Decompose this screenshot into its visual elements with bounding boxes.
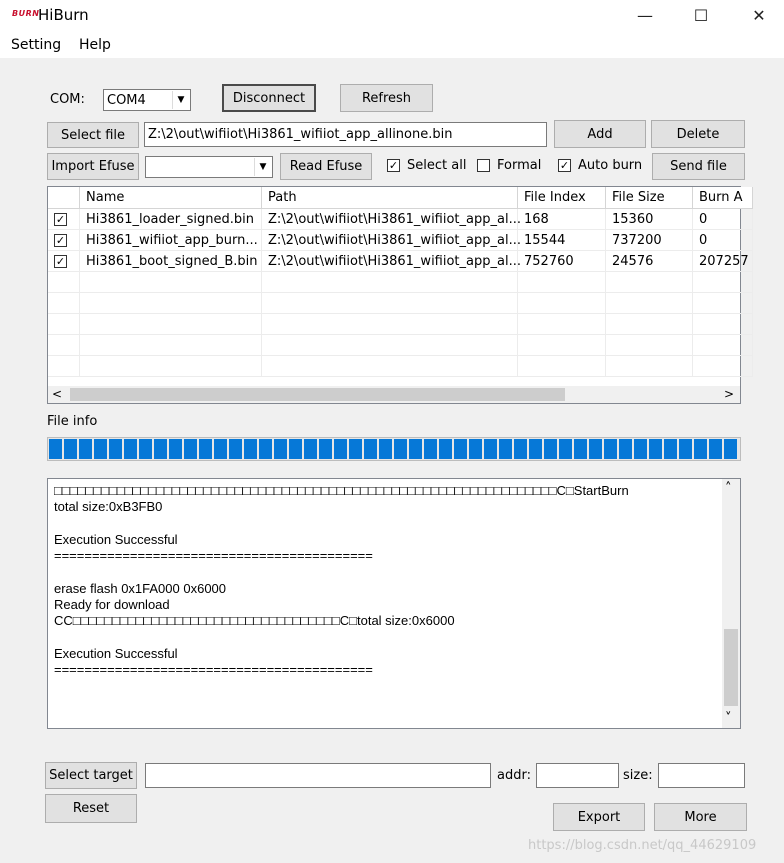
log-output[interactable]: [47, 478, 741, 729]
empty-cell: [48, 314, 80, 335]
cell-file-index: 168: [518, 209, 606, 230]
disconnect-button[interactable]: Disconnect: [222, 84, 316, 112]
empty-cell: [80, 335, 262, 356]
app-logo-icon: BURN: [12, 9, 40, 18]
vertical-scrollbar[interactable]: [722, 479, 740, 728]
empty-cell: [262, 314, 518, 335]
addr-label: addr:: [497, 768, 531, 783]
window-title: HiBurn: [38, 6, 89, 24]
close-icon[interactable]: ✕: [752, 5, 766, 25]
column-header-file-index[interactable]: File Index: [518, 187, 606, 209]
column-header-path[interactable]: Path: [262, 187, 518, 209]
empty-cell: [693, 314, 753, 335]
size-input[interactable]: [658, 763, 745, 788]
empty-cell: [262, 293, 518, 314]
com-port-select[interactable]: [103, 89, 191, 111]
auto-burn-label: Auto burn: [578, 158, 643, 173]
read-efuse-button[interactable]: Read Efuse: [280, 153, 372, 180]
empty-cell: [48, 272, 80, 293]
row-checkbox[interactable]: ✓: [55, 254, 66, 268]
select-file-button[interactable]: Select file: [47, 122, 139, 148]
cell-check: [48, 209, 80, 230]
column-header-name[interactable]: Name: [80, 187, 262, 209]
efuse-select[interactable]: [145, 156, 273, 178]
empty-cell: [693, 272, 753, 293]
table-row[interactable]: [48, 230, 742, 251]
scroll-up-icon[interactable]: ˄: [725, 481, 732, 496]
empty-cell: [80, 356, 262, 377]
empty-cell: [518, 356, 606, 377]
empty-cell: [80, 272, 262, 293]
file-info-label: File info: [47, 414, 98, 429]
menu-help[interactable]: Help: [79, 37, 111, 53]
empty-cell: [518, 335, 606, 356]
maximize-icon[interactable]: ☐: [693, 5, 709, 25]
table-row: [48, 293, 742, 314]
cell-burn-addr: 0: [693, 209, 753, 230]
empty-cell: [518, 314, 606, 335]
empty-cell: [80, 293, 262, 314]
cell-name: Hi3861_wifiiot_app_burn...: [80, 230, 262, 251]
column-header-check[interactable]: [48, 187, 80, 209]
empty-cell: [262, 272, 518, 293]
scroll-left-icon[interactable]: <: [52, 387, 63, 401]
empty-cell: [262, 356, 518, 377]
reset-button[interactable]: Reset: [45, 794, 137, 823]
import-efuse-button[interactable]: Import Efuse: [47, 153, 139, 180]
select-all-label: Select all: [407, 158, 467, 173]
row-checkbox[interactable]: ✓: [55, 212, 66, 226]
table-row: [48, 314, 742, 335]
minimize-icon[interactable]: —: [637, 5, 653, 25]
watermark-text: https://blog.csdn.net/qq_44629109: [528, 838, 757, 853]
vertical-scroll-thumb[interactable]: [724, 629, 738, 706]
refresh-button[interactable]: Refresh: [340, 84, 433, 112]
scroll-down-icon[interactable]: ˅: [725, 711, 732, 726]
cell-burn-addr: 0: [693, 230, 753, 251]
empty-cell: [606, 293, 693, 314]
target-input[interactable]: [145, 763, 491, 788]
file-path-input[interactable]: Z:\2\out\wifiiot\Hi3861_wifiiot_app_allinone.bin: [144, 122, 547, 147]
cell-burn-addr: 207257: [693, 251, 753, 272]
cell-name: Hi3861_loader_signed.bin: [80, 209, 262, 230]
com-port-value: COM4: [107, 92, 146, 108]
cell-file-index: 15544: [518, 230, 606, 251]
empty-cell: [518, 272, 606, 293]
select-target-button[interactable]: Select target: [45, 762, 137, 789]
empty-cell: [518, 293, 606, 314]
cell-file-size: 24576: [606, 251, 693, 272]
empty-cell: [606, 314, 693, 335]
progress-fill: [49, 439, 739, 459]
empty-cell: [606, 272, 693, 293]
empty-cell: [693, 293, 753, 314]
cell-path: Z:\2\out\wifiiot\Hi3861_wifiiot_app_al...: [262, 209, 518, 230]
auto-burn-checkbox[interactable]: ✓: [559, 159, 570, 172]
formal-label: Formal: [497, 158, 542, 173]
menu-setting[interactable]: Setting: [11, 37, 62, 53]
chevron-down-icon[interactable]: ▼: [254, 158, 271, 176]
row-checkbox[interactable]: ✓: [55, 233, 66, 247]
file-table: [47, 186, 749, 404]
add-button[interactable]: Add: [554, 120, 646, 148]
empty-cell: [606, 335, 693, 356]
column-header-burn-addr[interactable]: Burn A: [693, 187, 753, 209]
size-label: size:: [623, 768, 653, 783]
select-all-checkbox[interactable]: ✓: [388, 159, 399, 172]
send-file-button[interactable]: Send file: [652, 153, 745, 180]
formal-checkbox[interactable]: [477, 159, 490, 172]
burn-progress-bar: [47, 437, 741, 461]
cell-path: Z:\2\out\wifiiot\Hi3861_wifiiot_app_al...: [262, 251, 518, 272]
cell-file-index: 752760: [518, 251, 606, 272]
empty-cell: [48, 293, 80, 314]
empty-cell: [48, 335, 80, 356]
table-row[interactable]: [48, 251, 749, 272]
empty-cell: [693, 356, 753, 377]
cell-check: [48, 230, 80, 251]
cell-file-size: 15360: [606, 209, 693, 230]
table-row: [48, 335, 742, 356]
horizontal-scroll-thumb[interactable]: [70, 388, 565, 401]
export-button[interactable]: Export: [553, 803, 645, 831]
cell-file-size: 737200: [606, 230, 693, 251]
empty-cell: [80, 314, 262, 335]
cell-name: Hi3861_boot_signed_B.bin: [80, 251, 262, 272]
table-row: [48, 356, 742, 377]
cell-path: Z:\2\out\wifiiot\Hi3861_wifiiot_app_al...: [262, 230, 518, 251]
table-row: [48, 272, 742, 293]
chevron-down-icon[interactable]: ▼: [172, 91, 189, 109]
empty-cell: [606, 356, 693, 377]
empty-cell: [262, 335, 518, 356]
addr-input[interactable]: [536, 763, 619, 788]
empty-cell: [48, 356, 80, 377]
table-row[interactable]: [48, 209, 742, 230]
empty-cell: [693, 335, 753, 356]
delete-button[interactable]: Delete: [651, 120, 745, 148]
more-button[interactable]: More: [654, 803, 747, 831]
menu-bar: [0, 32, 784, 58]
com-label: COM:: [50, 92, 85, 107]
scroll-right-icon[interactable]: >: [723, 387, 734, 401]
log-text: □□□□□□□□□□□□□□□□□□□□□□□□□□□□□□□□□□□□□□□□□□□□□□□□□□□□□□□□□□□□□□□□C□StartBurn total size:0xB3FB0 Execution Successful ========================================== erase flash 0x1FA000 0x6000 Ready for download CC□□□□□□□□□□□□□□□□□□□□□□□□□□□□□□□□□□C□total size:0x6000 Execution Successful ==========================================: [54, 483, 629, 678]
cell-check: [48, 251, 80, 272]
column-header-file-size[interactable]: File Size: [606, 187, 693, 209]
horizontal-scrollbar[interactable]: [48, 386, 740, 403]
